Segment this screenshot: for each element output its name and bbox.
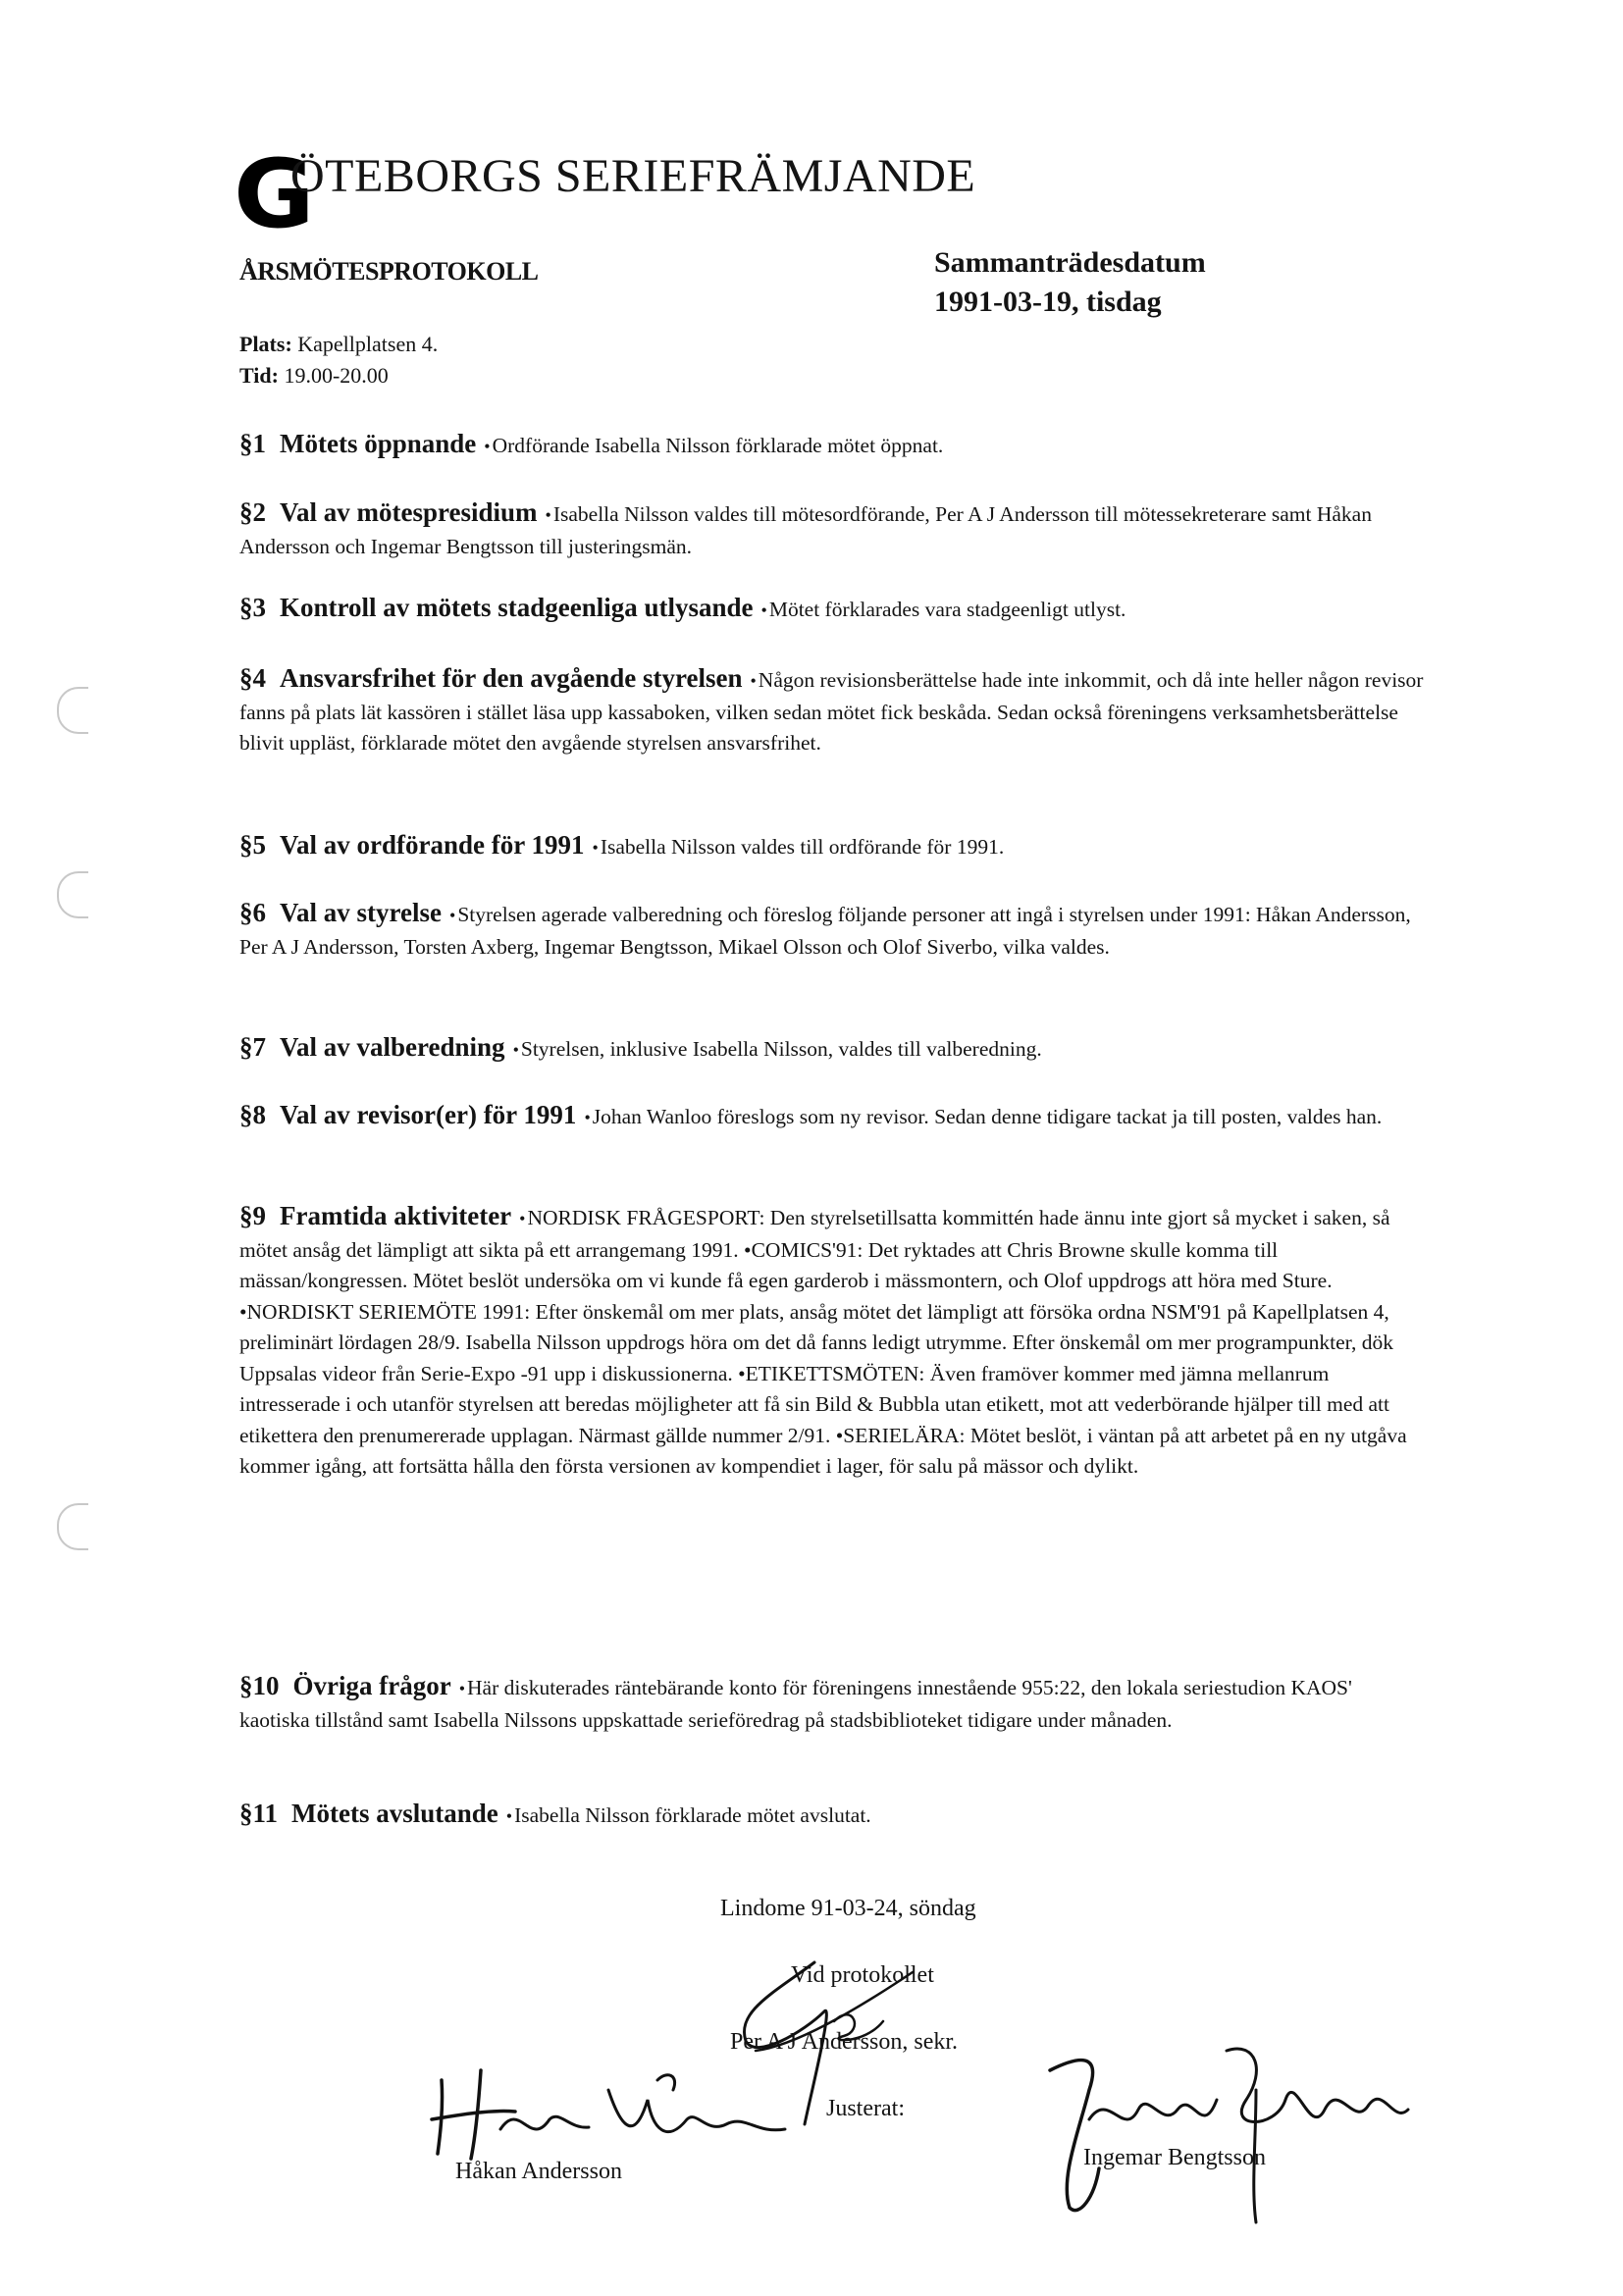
organization-name: ÖTEBORGS SERIEFRÄMJANDE bbox=[290, 150, 976, 202]
section-2 bbox=[239, 497, 1427, 562]
bullet-icon: • bbox=[458, 1679, 466, 1698]
section-title: Kontroll av mötets stadgeenliga utlysande bbox=[280, 593, 754, 622]
time-value: 19.00-20.00 bbox=[284, 363, 389, 388]
section-title: Val av styrelse bbox=[280, 898, 442, 927]
section-11 bbox=[239, 1799, 1427, 1833]
section-title: Val av revisor(er) för 1991 bbox=[280, 1100, 577, 1129]
meeting-date-value: 1991-03-19, tisdag bbox=[934, 286, 1162, 318]
meeting-time bbox=[239, 363, 389, 389]
section-body: NORDISK FRÅGESPORT: Den styrelsetillsatta kommittén hade ännu inte gjort så mycket i saken, så mötet ansåg det lämpligt att sikta på ett arrangemang 1991. •COMICS'91: Det ryktades att Chris Browne skulle komma till mässan/kongressen. Mötet beslöt undersöka om vi kunde få egen garderob i mässmontern, och Olof uppdrogs att höra med Sture. •NORDISKT SERIEMÖTE 1991: Efter önskemål om mer plats, ansåg mötet det lämpligt att försöka ordna NSM'91 på Kapellplatsen 4, preliminärt lördagen 28/9. Isabella Nilsson uppdrogs höra om det då fanns ledigt utrymme. Efter önskemål om mer programpunkter, dök Uppsalas videor från Serie-Expo -91 upp i diskussionerna. •ETIKETTSMÖTEN: Även framöver kommer med jämna mellanrum intresserade i och utanför styrelsen att beredas möjligheter att få sin Bild & Bubbla utan etikett, mot att vederbörande hjälper till med att etikettera den prenumererade upplagan. Närmast gällde nummer 2/91. •SERIELÄRA: Mötet beslöt, i väntan på att arbetet på en ny utgåva kommer igång, att fortsätta hålla den första versionen av kompendiet i lager, för salu på mässor och dylikt. bbox=[239, 1206, 1407, 1478]
bullet-icon: • bbox=[592, 838, 599, 858]
section-body: Johan Wanloo föreslogs som ny revisor. Sedan denne tidigare tackat ja till posten, valdes han. bbox=[592, 1105, 1383, 1128]
section-title: Mötets avslutande bbox=[291, 1799, 498, 1828]
section-body: Ordförande Isabella Nilsson förklarade mötet öppnat. bbox=[492, 434, 944, 457]
section-body: Isabella Nilsson valdes till mötesordförande, Per A J Andersson till mötessekreterare samt Håkan Andersson och Ingemar Bengtsson till justeringsmän. bbox=[239, 502, 1372, 558]
bullet-icon: • bbox=[512, 1040, 519, 1060]
section-number: §8 bbox=[239, 1100, 266, 1129]
section-4 bbox=[239, 663, 1427, 759]
section-8 bbox=[239, 1100, 1427, 1134]
logo-initial: G bbox=[234, 139, 315, 249]
meeting-date-block bbox=[934, 243, 1206, 322]
punch-hole bbox=[57, 871, 88, 918]
section-number: §4 bbox=[239, 663, 266, 693]
bullet-icon: • bbox=[760, 600, 767, 620]
section-title: Val av mötespresidium bbox=[280, 497, 538, 527]
adjuster-1-name: Håkan Andersson bbox=[455, 2159, 622, 2184]
bullet-icon: • bbox=[519, 1209, 526, 1228]
section-body: Isabella Nilsson valdes till ordförande för 1991. bbox=[600, 835, 1005, 859]
section-10 bbox=[239, 1671, 1427, 1736]
section-number: §1 bbox=[239, 429, 266, 458]
section-number: §5 bbox=[239, 830, 266, 860]
bullet-icon: • bbox=[545, 505, 551, 525]
section-title: Ansvarsfrihet för den avgående styrelsen bbox=[280, 663, 743, 693]
section-body: Mötet förklarades vara stadgeenligt utlyst. bbox=[768, 598, 1126, 621]
time-label: Tid: bbox=[239, 363, 279, 388]
section-number: §6 bbox=[239, 898, 266, 927]
adjusted-label: Justerat: bbox=[826, 2096, 905, 2121]
punch-hole bbox=[57, 687, 88, 734]
section-number: §10 bbox=[239, 1671, 280, 1700]
section-title: Val av ordförande för 1991 bbox=[280, 830, 585, 860]
section-number: §9 bbox=[239, 1201, 266, 1230]
document-type: ÅRSMÖTESPROTOKOLL bbox=[239, 257, 539, 286]
bullet-icon: • bbox=[750, 671, 757, 691]
section-body: Någon revisionsberättelse hade inte inkommit, och då inte heller någon revisor fanns på plats lät kassören i stället läsa upp kassaboken, vilken sedan mötet fick beskåda. Sedan också föreningens verksamhetsberättelse blivit uppläst, förklarade mötet den avgående styrelsen ansvarsfrihet. bbox=[239, 668, 1424, 755]
place-value: Kapellplatsen 4. bbox=[297, 332, 439, 356]
minutes-label: Vid protokollet bbox=[791, 1962, 934, 1988]
bullet-icon: • bbox=[584, 1108, 591, 1127]
bullet-icon: • bbox=[505, 1806, 513, 1826]
section-title: Mötets öppnande bbox=[280, 429, 477, 458]
section-7 bbox=[239, 1032, 1427, 1067]
section-number: §11 bbox=[239, 1799, 279, 1828]
section-number: §7 bbox=[239, 1032, 266, 1062]
bullet-icon: • bbox=[449, 906, 456, 925]
adjuster-2-signature bbox=[1030, 2031, 1413, 2227]
section-number: §3 bbox=[239, 593, 266, 622]
section-body: Styrelsen, inklusive Isabella Nilsson, valdes till valberedning. bbox=[520, 1037, 1042, 1061]
place-label: Plats: bbox=[239, 332, 292, 356]
bullet-icon: • bbox=[484, 437, 491, 456]
section-body: Isabella Nilsson förklarade mötet avslutat. bbox=[514, 1803, 871, 1827]
punch-hole bbox=[57, 1503, 88, 1550]
section-3 bbox=[239, 593, 1427, 627]
secretary-name: Per A J Andersson, sekr. bbox=[730, 2029, 959, 2055]
section-5 bbox=[239, 830, 1427, 864]
place-date: Lindome 91-03-24, söndag bbox=[720, 1896, 976, 1921]
adjuster-1-signature bbox=[422, 2061, 795, 2168]
section-title: Val av valberedning bbox=[280, 1032, 505, 1062]
adjuster-2-name: Ingemar Bengtsson bbox=[1083, 2145, 1266, 2170]
section-6 bbox=[239, 898, 1427, 963]
section-title: Framtida aktiviteter bbox=[280, 1201, 512, 1230]
section-title: Övriga frågor bbox=[292, 1671, 451, 1700]
section-9 bbox=[239, 1201, 1427, 1483]
section-1 bbox=[239, 429, 1427, 463]
meeting-place bbox=[239, 332, 438, 357]
meeting-date-label: Sammanträdesdatum bbox=[934, 246, 1206, 279]
section-body: Styrelsen agerade valberedning och föreslog följande personer att ingå i styrelsen under 1991: Håkan Andersson, Per A J Andersson, Torsten Axberg, Ingemar Bengtsson, Mikael Olsson och Olof Siverbo, vilka valdes. bbox=[239, 903, 1411, 959]
section-number: §2 bbox=[239, 497, 266, 527]
section-body: Här diskuterades räntebärande konto för föreningens innestående 955:22, den lokala seriestudion KAOS' kaotiska tillstånd samt Isabella Nilssons uppskattade serieföredrag på stadsbiblioteket tidigare under månaden. bbox=[239, 1676, 1352, 1732]
